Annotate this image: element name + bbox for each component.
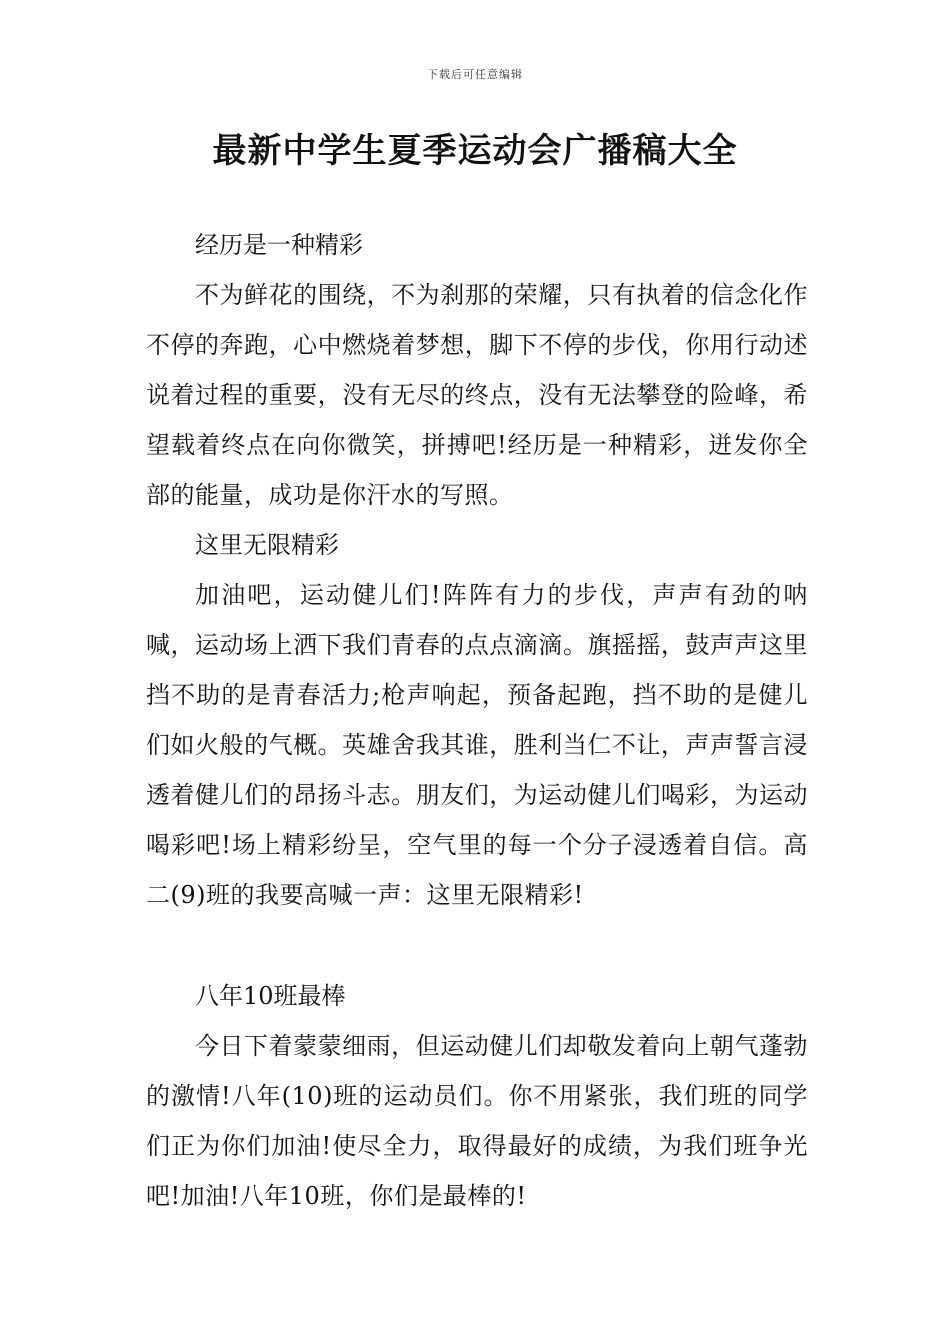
paragraph-spacer <box>146 920 808 971</box>
document-title: 最新中学生夏季运动会广播稿大全 <box>212 131 738 171</box>
section-heading: 八年10班最棒 <box>195 982 346 1010</box>
section-paragraph: 今日下着蒙蒙细雨，但运动健儿们却敬发着向上朝气蓬勃的激情!八年(10)班的运动员们。你不用紧张，我们班的同学们正为你们加油!使尽全力，取得最好的成绩，为我们班争光吧!加油!八年10班，你们是最棒的! <box>146 1032 808 1210</box>
header-note: 下载后可任意编辑 <box>427 68 523 81</box>
section-experience <box>146 220 808 520</box>
section-paragraph: 不为鲜花的围绕，不为刹那的荣耀，只有执着的信念化作不停的奔跑，心中燃烧着梦想，脚下不停的步伐，你用行动述说着过程的重要，没有无尽的终点，没有无法攀登的险峰，希望载着终点在向你微笑，拼搏吧!经历是一种精彩，迸发你全部的能量，成功是你汗水的写照。 <box>146 281 808 509</box>
section-class-best <box>146 971 808 1221</box>
section-heading: 经历是一种精彩 <box>195 231 363 259</box>
section-heading: 这里无限精彩 <box>195 531 339 559</box>
section-infinite-wonder <box>146 520 808 920</box>
section-paragraph: 加油吧，运动健儿们!阵阵有力的步伐，声声有劲的呐喊，运动场上洒下我们青春的点点滴滴。旗摇摇，鼓声声这里挡不助的是青春活力;枪声响起，预备起跑，挡不助的是健儿们如火般的气概。英雄舍我其谁，胜利当仁不让，声声誓言浸透着健儿们的昂扬斗志。朋友们，为运动健儿们喝彩，为运动喝彩吧!场上精彩纷呈，空气里的每一个分子浸透着自信。高二(9)班的我要高喊一声：这里无限精彩! <box>146 581 808 909</box>
document-body <box>146 220 808 1221</box>
